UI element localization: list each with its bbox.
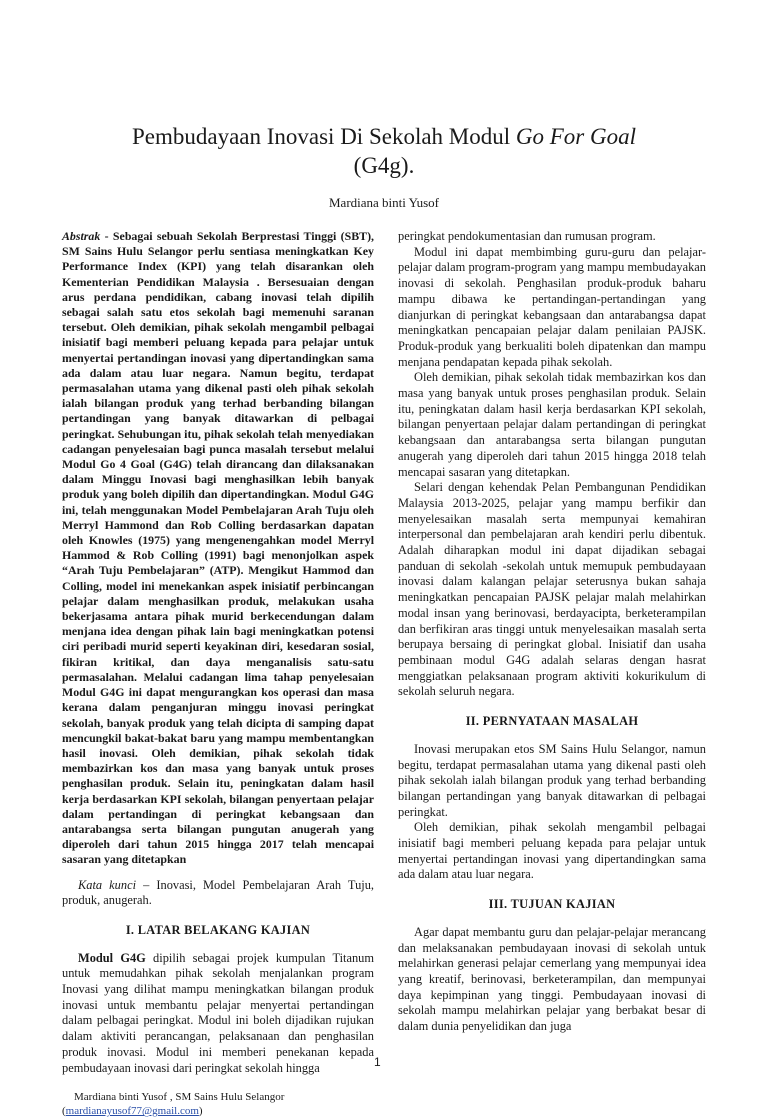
right-paragraph-3: Selari dengan kehendak Pelan Pembangunan Pendidikan Malaysia 2013-2025, pelajar yang mampu berfikir dan menyelesaikan masalah serta mempunyai kemahiran interpersonal dan pembelajaran arah kendiri perlu dibentuk. Adalah diharapkan modul ini dapat dijadikan sebagai panduan di sekolah -sekolah untuk memupuk pembudayaan inovasi dalam kalangan pelajar seterusnya bukan sahaja meningkatkan pencapaian PAJSK pelajar malah melahirkan modal insan yang berinovasi, berdayacipta, berketerampilan dan berfikiran aras tinggi untuk menyelesaikan masalah serta berupaya bersaing di peringkat global. Inisiatif dan usaha pembinaan modul G4G adalah selaras dengan hasrat menggiatkan pelaksanaan program aktiviti kokurikulum di sekolah seluruh negara. [398,480,706,699]
section2-heading: II. PERNYATAAN MASALAH [465,714,639,729]
section2-paragraph-2: Oleh demikian, pihak sekolah mengambil pelbagai inisiatif bagi memberi peluang kepada para pelajar untuk menyertai pertandingan inovasi yang dipertandingkan sama ada dalam atau luar negara. [398,820,706,882]
footnote-email-line [62,1104,374,1118]
title-line2: (G4g). [353,153,415,178]
section1-heading: I. LATAR BELAKANG KAJIAN [125,922,311,937]
author-name: Mardiana binti Yusof [329,195,439,210]
email-link[interactable]: mardianayusof77@gmail.com [65,1105,199,1118]
section1-paragraph [62,951,374,1077]
keywords-text: – Inovasi, Model Pembelajaran Arah Tuju, produk, anugerah. [62,877,374,908]
section3-heading: III. TUJUAN KAJIAN [488,897,616,912]
title-main: Pembudayaan Inovasi Di Sekolah Modul [131,124,511,149]
section3-paragraph-1: Agar dapat membantu guru dan pelajar-pelajar merancang dan melaksanakan pembudayaan inovasi di sekolah untuk melahirkan generasi pelajar cemerlang yang mempunyai idea yang kreatif, berinovasi, berketerampilan, dan mempunyai daya kepimpinan yang tinggi. Pembudayaan inovasi di sekolah mampu melahirkan pelajar yang berbakat besar di dalam dunia penyelidikan dan juga [398,924,706,1034]
keywords [62,878,374,909]
footnote-author: Mardiana binti Yusof , SM Sains Hulu Selangor [74,1091,285,1104]
section1-text: dipilih sebagai projek kumpulan Titanum untuk memudahkan pihak sekolah menjalankan program Inovasi yang dilihat mampu meningkatkan bilangan produk inovasi untuk membantu pelajar menyertai pertandingan dalam pelbagai peringkat. Modul ini boleh dijadikan rujukan dalam aktiviti perancangan, pelaksanaan dan penghasilan produk inovasi. Modul ini memberi penekanan kepada pembudayaan inovasi dari peringkat sekolah hingga [62,950,375,1075]
left-column [62,229,374,1118]
abstract-label: Abstrak [62,229,101,243]
title-italic: Go For Goal [515,124,637,149]
right-paragraph-2: Oleh demikian, pihak sekolah tidak membazirkan kos dan masa yang banyak untuk proses penghasilan produk. Selain itu, peningkatan dalam hasil kerja berdasarkan KPI sekolah, bilangan penyertaan pelajar dalam pertandingan di peringkat kebangsaan dan antarabangsa serta bilangan pungutan anugerah yang diperoleh dari tahun 2015 hingga 2018 telah mencapai sasaran yang ditetapkan. [398,370,706,479]
right-column [398,229,706,1035]
right-paragraph-0: peringkat pendokumentasian dan rumusan program. [398,229,656,243]
section1-lead: Modul G4G [78,950,146,965]
footnote-close: ) [198,1105,203,1118]
footnote [62,1090,374,1118]
page-number: 1 [374,1055,381,1069]
right-paragraph-1: Modul ini dapat membimbing guru-guru dan pelajar-pelajar dalam program-program yang mampu membudayakan inovasi di sekolah. Penghasilan produk-produk baharu mampu dibawa ke pertandingan-pertandingan yang dianjurkan di peringkat kebangsaan dan antarabangsa dapat meningkatkan pencapaian pelajar dalam penilaian PAJSK. Produk-produk yang berkualiti boleh dipatenkan dan mampu menjana pendapatan kepada pihak sekolah. [398,244,706,369]
section2-paragraph-1: Inovasi merupakan etos SM Sains Hulu Selangor, namun begitu, terdapat permasalahan utama yang dikenal pasti oleh pihak sekolah ialah bilangan produk yang terhad berbanding bilangan pertandingan yang banyak ditawarkan di pelbagai peringkat. [398,741,706,819]
abstract-text: Sebagai sebuah Sekolah Berprestasi Tinggi (SBT), SM Sains Hulu Selangor perlu sentiasa meningkatkan Key Performance Index (KPI) yang telah disarankan oleh Kementerian Pendidikan Malaysia . Bersesuaian dengan arus perdana pendidikan, cabang inovasi telah dipilih sebagai salah satu etos sekolah bagi memenuhi saranan tersebut. Oleh demikian, pihak sekolah mengambil pelbagai inisiatif bagi memberi peluang kepada para pelajar untuk menyertai pertandingan inovasi yang dipertandingkan sama ada dalam atau luar negara. Namun begitu, terdapat permasalahan utama yang dikenal pasti oleh pihak sekolah ialah bilangan produk yang terhad berbanding bilangan pertandingan yang banyak ditawarkan di pelbagai peringkat. Sehubungan itu, pihak sekolah telah menyediakan cadangan penyelesaian bagi punca masalah tersebut melalui Modul Go 4 Goal (G4G) telah dirancang dan dilaksanakan dalam Minggu Inovasi bagi menghasilkan lebih banyak produk yang boleh dipilih dan dipertandingkan. Modul G4G ini, telah menggunakan Model Pembelajaran Arah Tuju oleh Merryl Hammond dan Rob Colling berdasarkan dapatan oleh Knowles (1975) yang mengenengahkan model Merryl Hammod & Rob Colling (1991) bagi menonjolkan aspek “Arah Tuju Pembelajaran” (ATP). Mengikut Hammod dan Colling, model ini menekankan aspek inisiatif perbincangan pelajar dalam menghasilkan produk, melakukan usaha bekerjasama antara pihak murid berkecendungan dalam menjana idea dengan pihak lain bagi meningkatkan potensi ciri peribadi murid seperti keyakinan diri, kesedaran sosial, fikiran kritikal, dan daya menganalisis satu-satu permasalahan. Melalui cadangan lima tahap penyelesaian Modul G4G ini dapat mengurangkan kos operasi dan masa kerana dalam penganjuran minggu inovasi peringkat sekolah, banyak produk yang telah dicipta di samping dapat mencungkil bakat-bakat baru yang mampu membentangkan hasil inovasi. Oleh demikian, pihak sekolah tidak membazirkan kos dan masa yang banyak untuk proses penghasilan produk. Selain itu, peningkatan dalam hasil kerja berdasarkan KPI sekolah, bilangan penyertaan pelajar dalam pertandingan di peringkat kebangsaan dan antarabangsa serta bilangan pungutan anugerah yang diperoleh dari tahun 2015 hingga 2017 telah mencapai sasaran yang ditetapkan [62,229,375,867]
paper-title [60,122,708,180]
keywords-label: Kata kunci [78,877,137,892]
footnote-open: ( [62,1105,66,1118]
abstract [62,229,374,868]
abstract-dash: - [100,229,113,243]
